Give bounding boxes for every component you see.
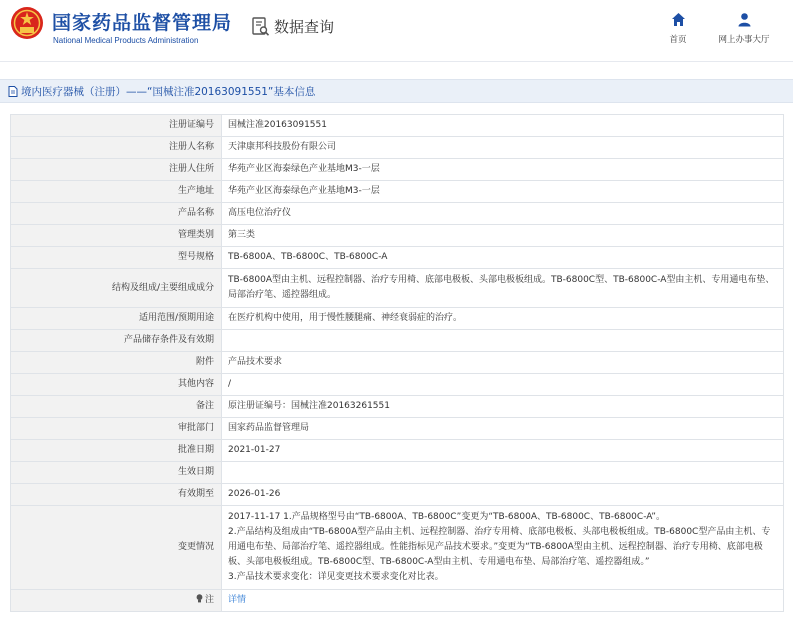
table-row xyxy=(11,396,784,418)
table-row xyxy=(11,440,784,462)
row-value: 产品技术要求 xyxy=(222,352,784,374)
detail-table xyxy=(10,114,784,612)
row-label: 批准日期 xyxy=(11,440,222,462)
row-label: 生产地址 xyxy=(11,181,222,203)
row-label: 产品储存条件及有效期 xyxy=(11,330,222,352)
nav-online-hall-label: 网上办事大厅 xyxy=(718,35,770,45)
row-label: 审批部门 xyxy=(11,418,222,440)
table-row xyxy=(11,308,784,330)
row-label: 其他内容 xyxy=(11,374,222,396)
table-row xyxy=(11,352,784,374)
row-label: 变更情况 xyxy=(11,506,222,590)
emblem-logo xyxy=(10,6,44,40)
table-row xyxy=(11,181,784,203)
section-title: 境内医疗器械（注册）——“国械注准20163091551”基本信息 xyxy=(21,85,316,98)
row-value: TB-6800A型由主机、远程控制器、治疗专用椅、底部电极板、头部电极板组成。TB-6800C型、TB-6800C-A型由主机、专用通电布垫、局部治疗笔、遥控器组成。 xyxy=(222,269,784,308)
table-row xyxy=(11,418,784,440)
table-row xyxy=(11,225,784,247)
table-row xyxy=(11,330,784,352)
row-label: 适用范围/预期用途 xyxy=(11,308,222,330)
row-label: 备注 xyxy=(11,396,222,418)
table-row xyxy=(11,590,784,612)
row-label: 结构及组成/主要组成成分 xyxy=(11,269,222,308)
row-value: 2026-01-26 xyxy=(222,484,784,506)
row-value: 原注册证编号：国械注准20163261551 xyxy=(222,396,784,418)
search-document-icon xyxy=(252,17,270,37)
row-label: 型号规格 xyxy=(11,247,222,269)
row-label: 产品名称 xyxy=(11,203,222,225)
row-value: 在医疗机构中使用，用于慢性腰腿痛、神经衰弱症的治疗。 xyxy=(222,308,784,330)
site-name[interactable]: 国家药品监督管理局 xyxy=(52,12,233,34)
table-row xyxy=(11,159,784,181)
nav-online-hall[interactable] xyxy=(712,12,776,45)
bulb-icon xyxy=(196,594,203,603)
table-row xyxy=(11,115,784,137)
table-row xyxy=(11,247,784,269)
table-row xyxy=(11,203,784,225)
section-title-bar xyxy=(0,79,793,103)
table-row xyxy=(11,484,784,506)
table-row xyxy=(11,374,784,396)
row-label: 注 xyxy=(204,595,214,605)
row-value xyxy=(222,462,784,484)
document-icon xyxy=(8,86,18,97)
data-query-label: 数据查询 xyxy=(274,18,335,36)
row-value: 第三类 xyxy=(222,225,784,247)
row-value: 高压电位治疗仪 xyxy=(222,203,784,225)
row-label: 管理类别 xyxy=(11,225,222,247)
data-query-title xyxy=(252,16,334,37)
row-value xyxy=(222,330,784,352)
nav-home[interactable] xyxy=(663,12,693,45)
user-icon xyxy=(737,12,752,27)
table-row xyxy=(11,506,784,590)
table-row xyxy=(11,462,784,484)
details-link[interactable]: 详情 xyxy=(228,595,247,605)
row-label: 附件 xyxy=(11,352,222,374)
row-value: 天津康邦科技股份有限公司 xyxy=(222,137,784,159)
home-icon xyxy=(671,12,686,27)
nav-home-label: 首页 xyxy=(669,35,687,45)
table-row xyxy=(11,137,784,159)
row-value: 2021-01-27 xyxy=(222,440,784,462)
row-value: TB-6800A、TB-6800C、TB-6800C-A xyxy=(222,247,784,269)
row-label: 注册人住所 xyxy=(11,159,222,181)
row-label: 有效期至 xyxy=(11,484,222,506)
change-history-value: 2017-11-17 1.产品规格型号由“TB-6800A、TB-6800C”变更为“TB-6800A、TB-6800C、TB-6800C-A”。 2.产品结构及组成由“TB-6800A型产品由主机、远程控制器、治疗专用椅、底部电极板、头部电极板组成。TB-6800C型产品由主机、专用通电布垫、局部治疗笔、遥控器组成。性能指标见产品技术要求。”变更为“TB-6800A型由主机、远程控制器、治疗专用椅、底部电极板、头部电极板组成。TB-6800C型、TB-6800C-A型由主机、专用通电布垫、局部治疗笔、遥控器组成。” 3.产品技术要求变化：详见变更技术要求变化对比表。 xyxy=(222,506,784,590)
row-value xyxy=(222,590,784,612)
row-label: 注册证编号 xyxy=(11,115,222,137)
site-name-en[interactable]: National Medical Products Administration xyxy=(53,36,199,45)
note-label-cell xyxy=(11,590,222,612)
row-label: 注册人名称 xyxy=(11,137,222,159)
site-header xyxy=(0,0,793,62)
table-row xyxy=(11,269,784,308)
row-label: 生效日期 xyxy=(11,462,222,484)
row-value: / xyxy=(222,374,784,396)
row-value: 国械注准20163091551 xyxy=(222,115,784,137)
row-value: 华苑产业区海泰绿色产业基地M3-一层 xyxy=(222,159,784,181)
row-value: 华苑产业区海泰绿色产业基地M3-一层 xyxy=(222,181,784,203)
row-value: 国家药品监督管理局 xyxy=(222,418,784,440)
